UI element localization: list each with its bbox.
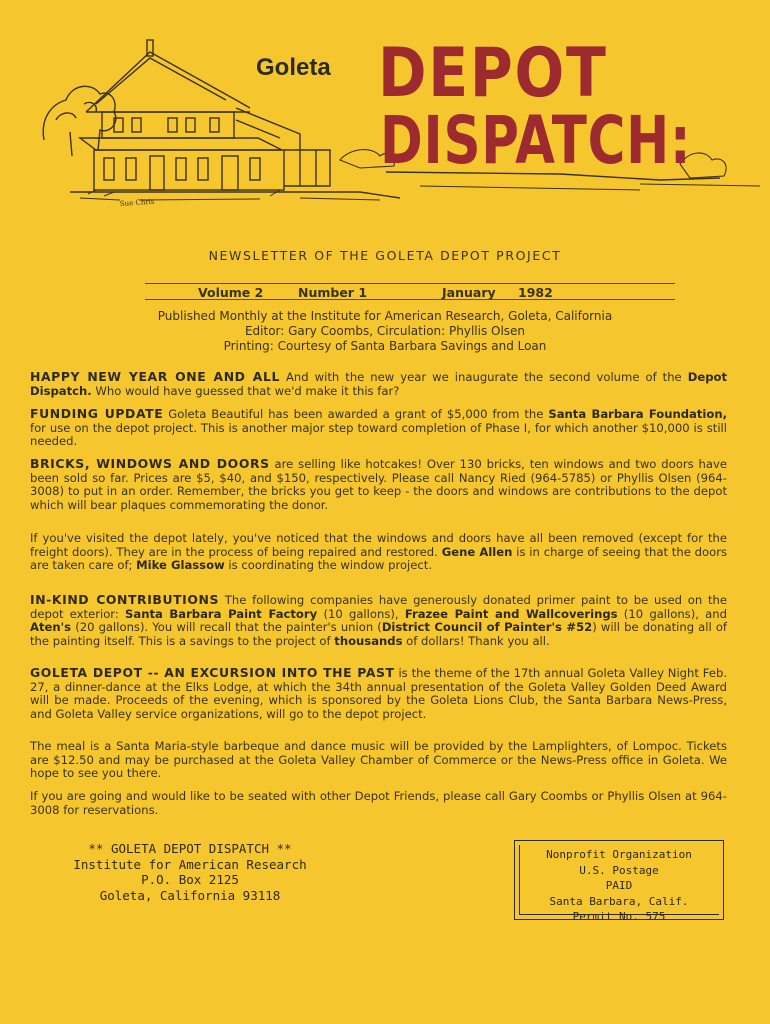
article-bricks	[30, 457, 727, 512]
article-text: of dollars! Thank you all.	[402, 633, 550, 648]
issue-rule-top	[145, 283, 675, 284]
postage-line-5: Permit No. 575	[572, 910, 666, 923]
article-emphasis: Santa Barbara Foundation,	[548, 407, 728, 421]
article-heading: GOLETA DEPOT -- AN EXCURSION INTO THE PAST	[30, 665, 395, 680]
article-emphasis: Frazee Paint and Wallcoverings	[404, 606, 618, 621]
article-text: are selling like hotcakes! Over 130 bricks, ten windows and two doors have been sold so far. Prices are $5, $40, and $150, respectively. Please call Nancy Ried (964-5785) or Phyllis Olsen (964-3008) to put in an order. Remember, the bricks you get to keep - the doors and windows are contributions to the depot which will bear plaques commemorating the donor.	[30, 457, 727, 512]
article-happy-new-year	[30, 370, 727, 398]
article-heading: IN-KIND CONTRIBUTIONS	[30, 592, 220, 607]
article-text: If you are going and would like to be seated with other Depot Friends, please call Gary Coombs or Phyllis Olsen at 964-3008 for reservations.	[30, 789, 727, 817]
publication-line-3: Printing: Courtesy of Santa Barbara Savings and Loan	[223, 339, 547, 353]
masthead-goleta: Goleta	[256, 54, 331, 81]
mailing-line-1: ** GOLETA DEPOT DISPATCH **	[88, 841, 292, 856]
article-emphasis: Aten's	[30, 620, 72, 635]
article-heading: HAPPY NEW YEAR ONE AND ALL	[30, 369, 280, 384]
svg-text:Sue Chris: Sue Chris	[119, 197, 155, 208]
postage-indicia	[514, 840, 724, 923]
article-heading: FUNDING UPDATE	[30, 406, 164, 421]
article-meal	[30, 740, 727, 781]
mailing-address	[40, 841, 340, 903]
postage-text	[515, 847, 723, 925]
article-text: Who would have guessed that we'd make it this far?	[91, 383, 400, 398]
postage-line-4: Santa Barbara, Calif.	[549, 894, 689, 908]
article-text: The following companies have generously donated primer paint to be used on the depot exterior:	[30, 593, 727, 621]
article-excursion	[30, 666, 727, 721]
publication-line-2: Editor: Gary Coombs, Circulation: Phyllis Olsen	[244, 324, 526, 338]
article-text: is coordinating the window project.	[224, 558, 433, 573]
issue-number: Number 1	[298, 285, 368, 300]
article-text: If you've visited the depot lately, you've noticed that the windows and doors have all been removed (except for the freight doors). They are in the process of being repaired and restored.	[30, 531, 727, 559]
masthead-dispatch: DISPATCH:	[380, 102, 692, 179]
article-text: is in charge of seeing that the doors are taken care of;	[30, 544, 728, 573]
postage-line-2: U.S. Postage	[579, 863, 659, 877]
issue-rule-bottom	[145, 299, 675, 300]
article-text: (10 gallons),	[317, 606, 405, 621]
article-text: The meal is a Santa Maria-style barbeque and dance music will be provided by the Lamplighters, of Lompoc. Tickets are $12.50 and may be purchased at the Goleta Valley Chamber of Commerce or the News-Press office in Goleta. We hope to see you there.	[30, 739, 727, 781]
article-emphasis: Gene Allen	[441, 544, 513, 559]
postage-line-1: Nonprofit Organization	[546, 848, 692, 861]
article-funding-update	[30, 407, 727, 449]
article-emphasis: Depot Dispatch.	[30, 370, 728, 398]
newsletter-subtitle: NEWSLETTER OF THE GOLETA DEPOT PROJECT	[208, 248, 562, 263]
article-text: is the theme of the 17th annual Goleta Valley Night Feb. 27, a dinner-dance at the Elks Lodge, at which the 34th annual presentation of the Goleta Valley Golden Deed Award will be made. Proceeds of the evening, which is sponsored by the Goleta Lions Club, the Santa Barbara News-Press, and Goleta Valley service organizations, will go to the depot project.	[30, 666, 727, 721]
article-emphasis: Mike Glassow	[136, 558, 225, 573]
issue-volume: Volume 2	[198, 285, 264, 300]
article-text: for use on the depot project. This is another major step toward completion of Phase I, for which another $10,000 is still needed.	[30, 420, 727, 449]
article-text: (20 gallons). You will recall that the painter's union (	[71, 620, 382, 635]
publication-info	[0, 309, 770, 354]
article-in-kind	[30, 593, 727, 648]
article-text: And with the new year we inaugurate the second volume of the	[279, 370, 688, 384]
article-emphasis: District Council of Painter's #52	[381, 620, 593, 635]
masthead-depot: DEPOT	[378, 34, 608, 113]
issue-month: January	[442, 285, 496, 300]
mailing-line-2: Institute for American Research	[73, 856, 307, 872]
article-heading: BRICKS, WINDOWS AND DOORS	[30, 456, 270, 471]
article-visited	[30, 532, 727, 573]
article-reservations	[30, 790, 727, 817]
mailing-line-4: Goleta, California 93118	[99, 887, 281, 903]
postage-line-3: PAID	[605, 879, 633, 892]
article-emphasis: thousands	[334, 633, 403, 648]
publication-line-1: Published Monthly at the Institute for American Research, Goleta, California	[157, 309, 613, 323]
article-text: Goleta Beautiful has been awarded a grant of $5,000 from the	[163, 407, 549, 421]
article-emphasis: Santa Barbara Paint Factory	[125, 606, 318, 621]
mailing-line-3: P.O. Box 2125	[141, 872, 239, 887]
article-text: ) will be donating all of the painting itself. This is a savings to the project of	[30, 620, 727, 648]
article-text: (10 gallons), and	[617, 606, 727, 621]
issue-year: 1982	[518, 285, 553, 300]
